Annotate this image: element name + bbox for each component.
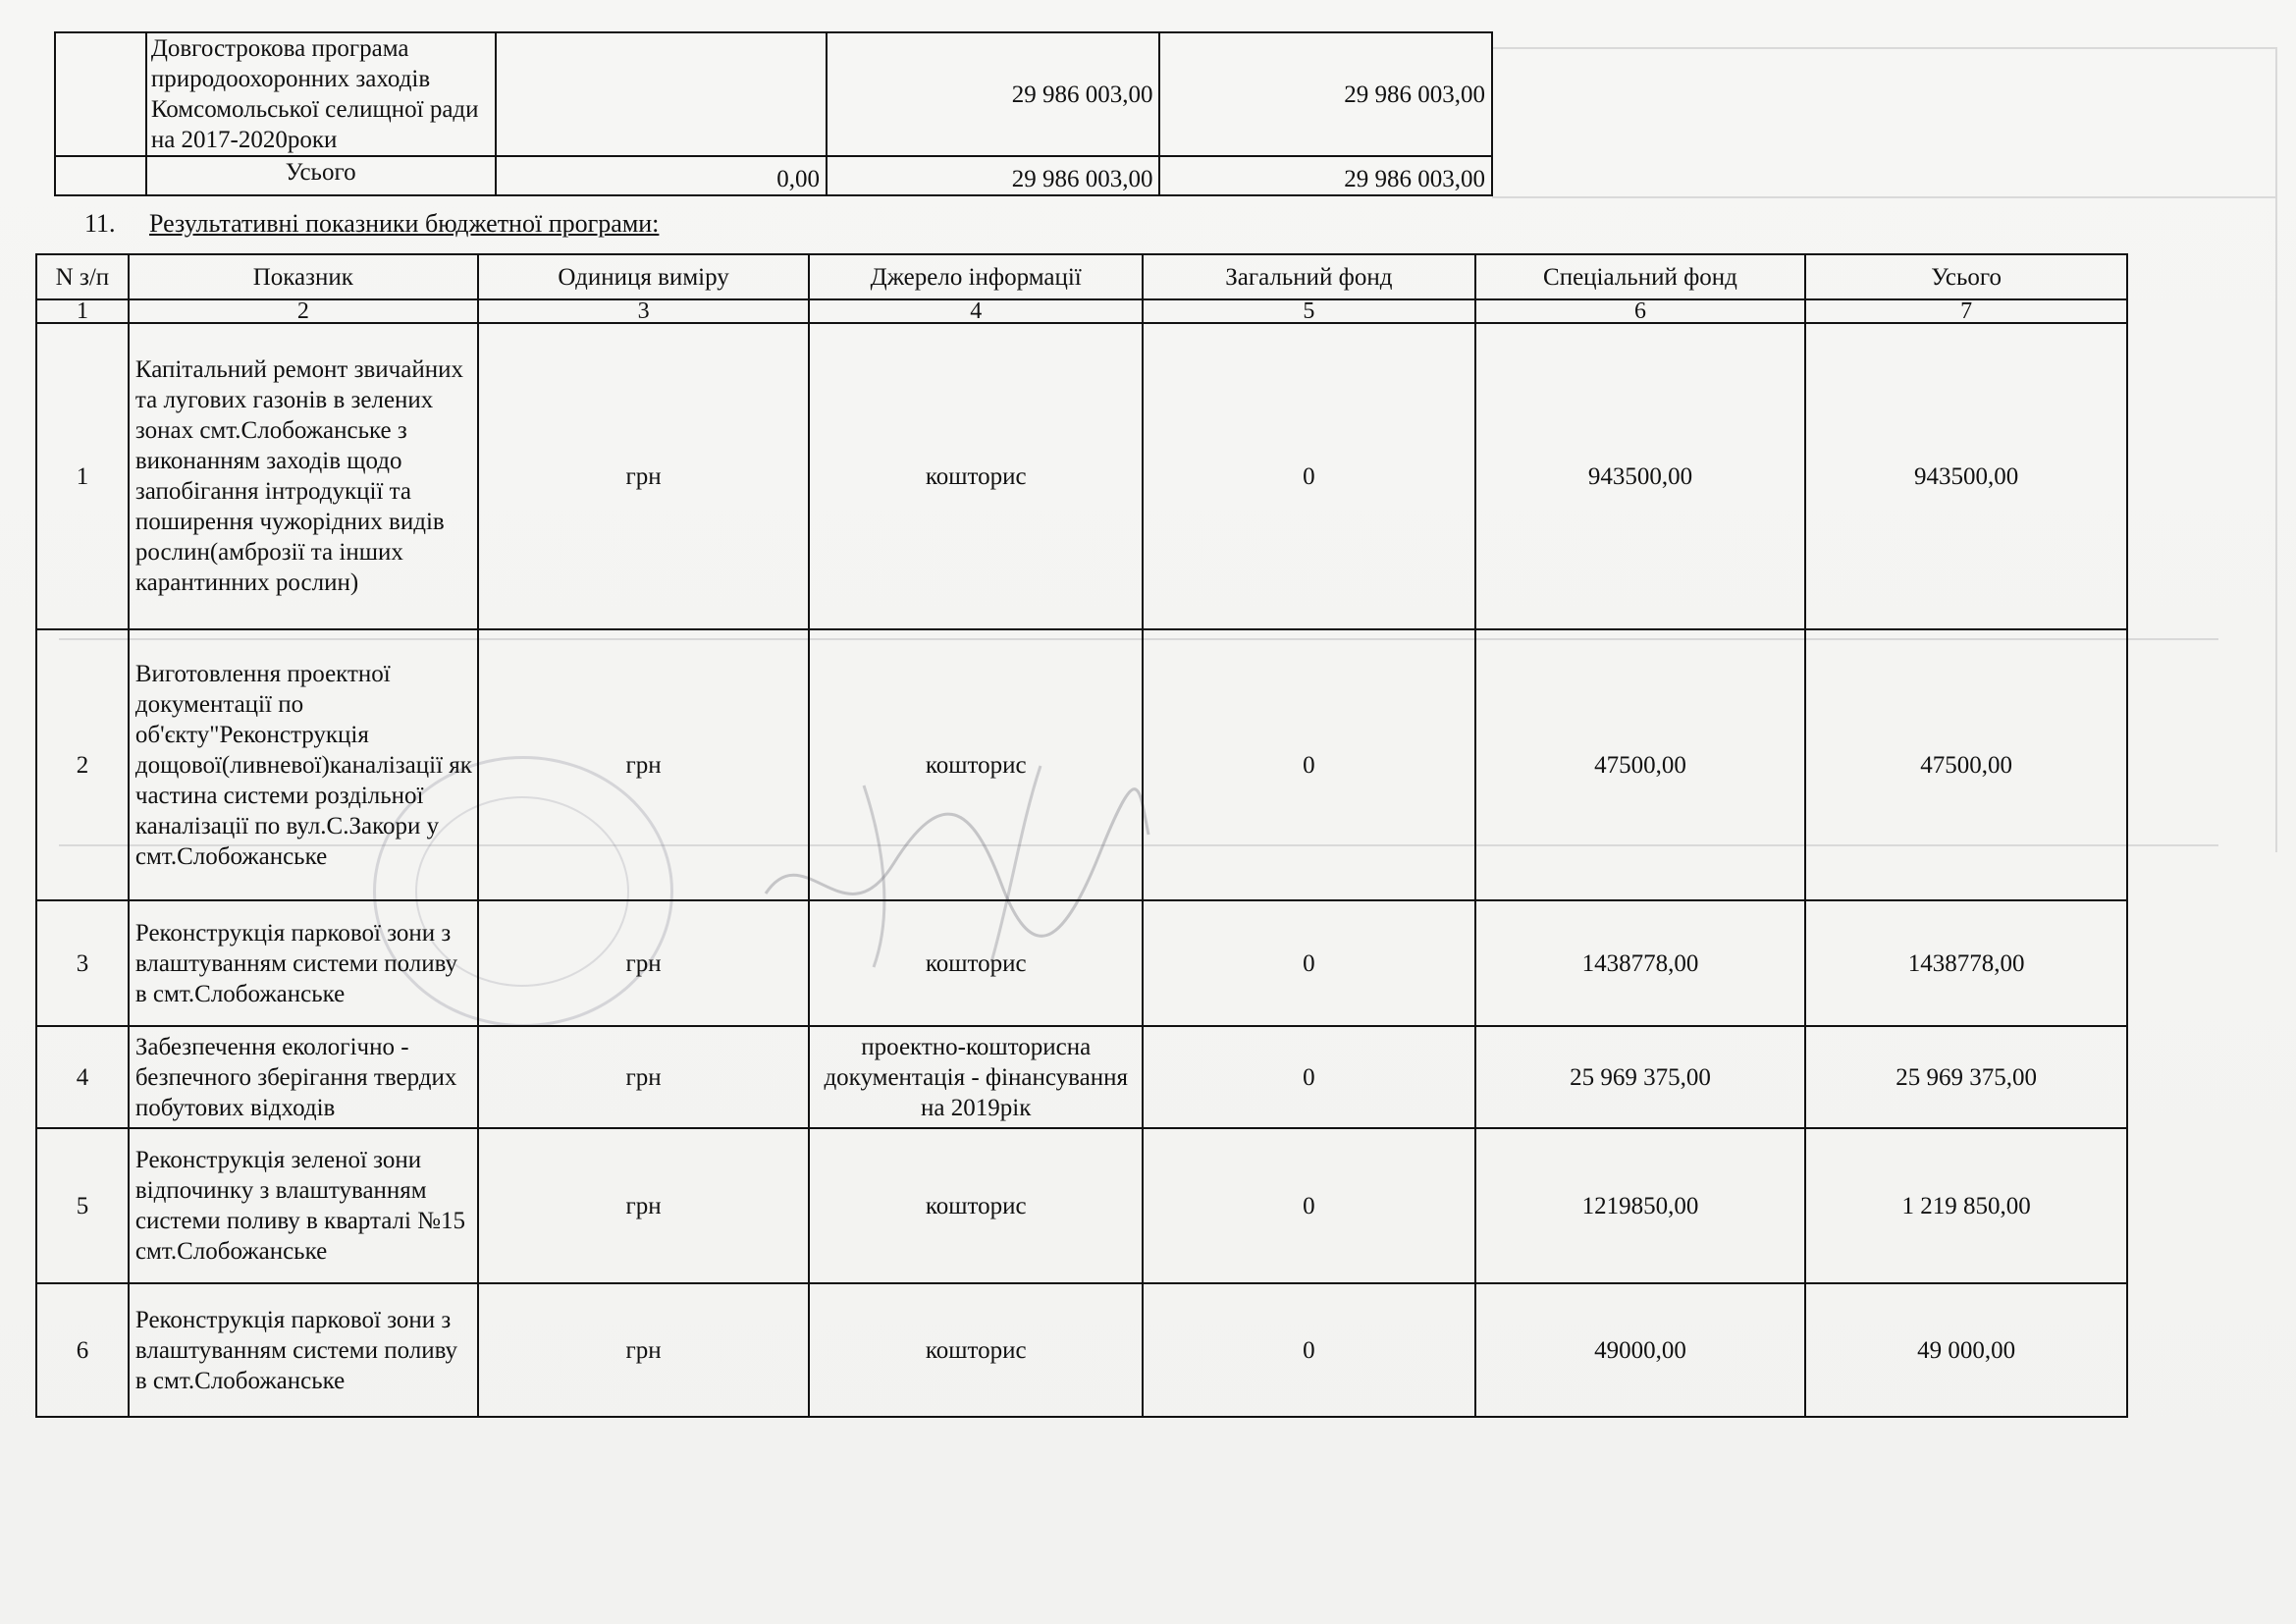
source: кошторис bbox=[809, 323, 1143, 629]
total: 1 219 850,00 bbox=[1805, 1128, 2127, 1283]
row-number-cell bbox=[55, 32, 146, 156]
table-row bbox=[36, 629, 2127, 900]
column-number: 2 bbox=[129, 299, 478, 323]
unit: грн bbox=[478, 1128, 810, 1283]
program-row bbox=[55, 32, 1492, 156]
total-row bbox=[55, 156, 1492, 195]
source: проектно-кошторисна документація - фінансування на 2019рік bbox=[809, 1026, 1143, 1128]
bleed-through-line bbox=[1492, 196, 2277, 198]
section-title: Результативні показники бюджетної програми: bbox=[149, 209, 660, 238]
header-general-fund: Загальний фонд bbox=[1143, 254, 1475, 299]
unit: грн bbox=[478, 900, 810, 1026]
total-label: Усього bbox=[146, 156, 496, 195]
table-row bbox=[36, 1026, 2127, 1128]
column-number: 5 bbox=[1143, 299, 1475, 323]
header-indicator: Показник bbox=[129, 254, 478, 299]
general-fund: 0 bbox=[1143, 1128, 1475, 1283]
header-num: N з/п bbox=[36, 254, 129, 299]
indicator-text: Капітальний ремонт звичайних та лугових газонів в зелених зонах смт.Слобожанське з виконанням заходів щодо запобігання інтродукції та поширення чужорідних видів рослин(амброзії та інших карантинних рослин) bbox=[129, 323, 478, 629]
general-fund: 0 bbox=[1143, 1026, 1475, 1128]
general-fund-total: 0,00 bbox=[496, 156, 827, 195]
special-fund: 1438778,00 bbox=[1475, 900, 1806, 1026]
special-fund: 25 969 375,00 bbox=[1475, 1026, 1806, 1128]
header-row bbox=[36, 254, 2127, 299]
row-num: 5 bbox=[36, 1128, 129, 1283]
unit: грн bbox=[478, 1283, 810, 1417]
table-row bbox=[36, 323, 2127, 629]
row-num: 6 bbox=[36, 1283, 129, 1417]
column-number: 3 bbox=[478, 299, 810, 323]
header-source: Джерело інформації bbox=[809, 254, 1143, 299]
indicator-text: Забезпечення екологічно - безпечного зберігання твердих побутових відходів bbox=[129, 1026, 478, 1128]
total: 943500,00 bbox=[1805, 323, 2127, 629]
unit: грн bbox=[478, 1026, 810, 1128]
indicators-table bbox=[35, 253, 2128, 1418]
column-number: 7 bbox=[1805, 299, 2127, 323]
special-fund: 1219850,00 bbox=[1475, 1128, 1806, 1283]
source: кошторис bbox=[809, 900, 1143, 1026]
table-row bbox=[36, 900, 2127, 1026]
row-num: 1 bbox=[36, 323, 129, 629]
section-number: 11. bbox=[84, 209, 116, 238]
general-fund-cell bbox=[496, 32, 827, 156]
grand-total: 29 986 003,00 bbox=[1159, 156, 1492, 195]
row-num: 4 bbox=[36, 1026, 129, 1128]
unit: грн bbox=[478, 323, 810, 629]
column-number-row bbox=[36, 299, 2127, 323]
special-fund: 49000,00 bbox=[1475, 1283, 1806, 1417]
total-value: 29 986 003,00 bbox=[1159, 32, 1492, 156]
bleed-through-line bbox=[1492, 47, 2277, 49]
program-financing-table bbox=[54, 31, 1493, 196]
special-fund: 47500,00 bbox=[1475, 629, 1806, 900]
general-fund: 0 bbox=[1143, 629, 1475, 900]
total: 25 969 375,00 bbox=[1805, 1026, 2127, 1128]
header-total: Усього bbox=[1805, 254, 2127, 299]
indicator-text: Реконструкція паркової зони з влаштуванням системи поливу в смт.Слобожанське bbox=[129, 1283, 478, 1417]
column-number: 1 bbox=[36, 299, 129, 323]
source: кошторис bbox=[809, 1128, 1143, 1283]
general-fund: 0 bbox=[1143, 900, 1475, 1026]
column-number: 6 bbox=[1475, 299, 1806, 323]
total: 47500,00 bbox=[1805, 629, 2127, 900]
unit: грн bbox=[478, 629, 810, 900]
source: кошторис bbox=[809, 629, 1143, 900]
total: 1438778,00 bbox=[1805, 900, 2127, 1026]
row-num: 3 bbox=[36, 900, 129, 1026]
indicator-text: Реконструкція зеленої зони відпочинку з влаштуванням системи поливу в кварталі №15 смт.Слобожанське bbox=[129, 1128, 478, 1283]
table-row bbox=[36, 1283, 2127, 1417]
indicator-text: Виготовлення проектної документації по об'єкту"Реконструкція дощової(ливневої)каналізації як частина системи роздільної каналізації по вул.С.Закори у смт.Слобожанське bbox=[129, 629, 478, 900]
bleed-through-line bbox=[2275, 47, 2277, 852]
row-num: 2 bbox=[36, 629, 129, 900]
header-unit: Одиниця виміру bbox=[478, 254, 810, 299]
special-fund: 943500,00 bbox=[1475, 323, 1806, 629]
total: 49 000,00 bbox=[1805, 1283, 2127, 1417]
general-fund: 0 bbox=[1143, 323, 1475, 629]
source: кошторис bbox=[809, 1283, 1143, 1417]
special-fund-value: 29 986 003,00 bbox=[827, 32, 1159, 156]
row-number-cell bbox=[55, 156, 146, 195]
indicator-text: Реконструкція паркової зони з влаштуванням системи поливу в смт.Слобожанське bbox=[129, 900, 478, 1026]
header-special-fund: Спеціальний фонд bbox=[1475, 254, 1806, 299]
table-row bbox=[36, 1128, 2127, 1283]
column-number: 4 bbox=[809, 299, 1143, 323]
special-fund-total: 29 986 003,00 bbox=[827, 156, 1159, 195]
general-fund: 0 bbox=[1143, 1283, 1475, 1417]
program-name: Довгострокова програма природоохоронних заходів Комсомольської селищної ради на 2017-2020роки bbox=[146, 32, 496, 156]
